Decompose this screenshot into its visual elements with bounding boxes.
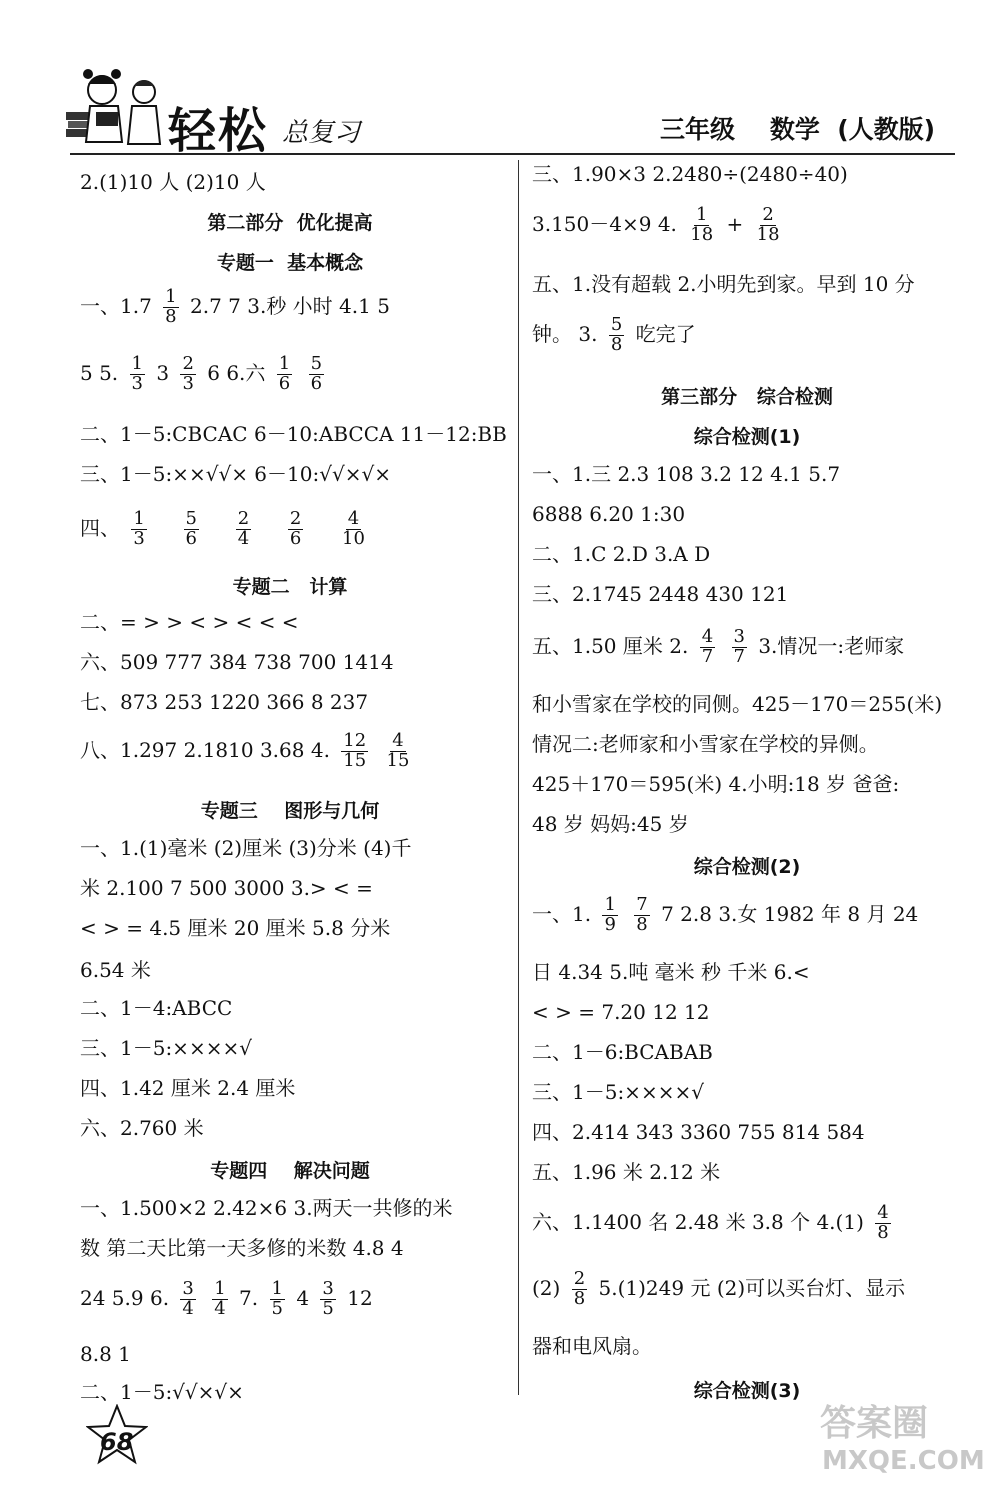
fraction: [288, 510, 303, 549]
numerator: 2: [573, 1268, 586, 1289]
answer-text: 24 5.9 6.: [80, 1285, 170, 1310]
denominator: 10: [342, 527, 365, 549]
numerator: 1: [604, 894, 616, 915]
answer-line: 四、1.42 厘米 2.4 厘米: [80, 1076, 296, 1100]
answer-line: [80, 510, 372, 549]
numerator: 2: [182, 353, 194, 374]
page-header: [0, 0, 1000, 170]
fraction: [270, 1280, 285, 1319]
column-divider: [518, 160, 519, 1395]
answer-line: < > = 7.20 12 12: [532, 1000, 710, 1024]
fraction: [131, 510, 146, 549]
denominator: 3: [133, 527, 145, 549]
watermark-url: MXQE.COM: [822, 1446, 985, 1476]
answer-text: 六、1.1400 名 2.48 米 3.8 个 4.(1): [532, 1209, 864, 1234]
answer-text: 6 6.六: [207, 360, 266, 385]
answer-line: 数 第二天比第一天多修的米数 4.8 4: [80, 1236, 404, 1260]
numerator: 1: [133, 508, 145, 529]
denominator: 18: [690, 223, 714, 245]
numerator: 7: [636, 894, 648, 915]
answer-line: 48 岁 妈妈:45 岁: [532, 812, 689, 836]
fraction: [385, 732, 412, 771]
fraction: [609, 316, 624, 355]
answer-text: 2.7 7 3.秒 小时 4.1 5: [189, 293, 390, 318]
series-brand-subtitle: 总复习: [282, 118, 361, 148]
answer-text: 4: [296, 1285, 310, 1310]
denominator: 8: [636, 913, 648, 935]
numerator: 1: [214, 1278, 226, 1299]
numerator: 5: [310, 353, 323, 374]
answer-line: 二、1.C 2.D 3.A D: [532, 542, 711, 566]
answer-line: 6.54 米: [80, 958, 151, 982]
denominator: 9: [604, 913, 616, 935]
answer-line: 和小雪家在学校的同侧。425－170＝255(米): [532, 692, 943, 716]
answer-line: 七、873 253 1220 366 8 237: [80, 690, 369, 714]
denominator: 3: [182, 372, 194, 394]
answer-line: [532, 896, 918, 935]
denominator: 7: [701, 645, 714, 667]
answer-line: [80, 732, 416, 771]
numerator: 2: [237, 508, 250, 529]
fraction: [163, 288, 178, 327]
answer-line: 2.(1)10 人 (2)10 人: [80, 170, 266, 194]
answer-line: 米 2.100 7 500 3000 3.> < =: [80, 876, 373, 900]
fraction: [212, 1280, 227, 1319]
answer-line: 三、1－5:××√√× 6－10:√√×√×: [80, 462, 391, 486]
answer-line: [80, 355, 329, 394]
answer-line: 日 4.34 5.吨 毫米 秒 千米 6.<: [532, 960, 810, 984]
fraction: [309, 355, 324, 394]
answer-line: 三、1.90×3 2.2480÷(2480÷40): [532, 162, 848, 186]
answer-text: 八、1.297 2.1810 3.68 4.: [80, 737, 330, 762]
fraction: [341, 732, 368, 771]
answer-line: [532, 206, 787, 245]
answer-line: [532, 316, 696, 355]
fraction: [180, 355, 195, 394]
answer-line: 六、2.760 米: [80, 1116, 204, 1140]
denominator: 8: [610, 333, 623, 355]
denominator: 4: [182, 1297, 194, 1319]
answer-text: 7.: [239, 1285, 259, 1310]
series-brand-title: 轻松: [168, 103, 269, 159]
answer-line: [532, 1270, 905, 1309]
answer-line: 二、= > > < > < < <: [80, 610, 299, 634]
answer-text: 7 2.8 3.女 1982 年 8 月 24: [661, 901, 919, 926]
answer-line: 425＋170＝595(米) 4.小明:18 岁 爸爸:: [532, 772, 900, 796]
fraction: [688, 206, 715, 245]
answer-line: 情况二:老师家和小雪家在学校的异侧。: [532, 732, 879, 756]
denominator: 8: [573, 1287, 586, 1309]
answer-text: 5.(1)249 元 (2)可以买台灯、显示: [598, 1275, 906, 1300]
answer-line: 8.8 1: [80, 1342, 131, 1366]
numerator: 2: [762, 204, 774, 225]
numerator: 1: [278, 353, 291, 374]
answer-line: 一、1.500×2 2.42×6 3.两天一共修的米: [80, 1196, 453, 1220]
fraction: [277, 355, 292, 394]
answer-text: 一、1.7: [80, 293, 152, 318]
numerator: 4: [701, 626, 714, 647]
denominator: 3: [131, 372, 143, 394]
topic-heading-2: 专题二 计算: [232, 576, 348, 598]
answer-line: 一、1.(1)毫米 (2)厘米 (3)分米 (4)千: [80, 836, 412, 860]
topic-heading-3: 专题三 图形与几何: [200, 800, 380, 822]
numerator: 3: [322, 1278, 334, 1299]
numerator: 1: [165, 286, 177, 307]
answer-text: 3.150－4×9 4.: [532, 211, 677, 236]
page-number: 68: [100, 1428, 134, 1456]
section-heading-part2: 第二部分 优化提高: [207, 212, 373, 234]
header-rule: [70, 153, 955, 155]
answer-text: +: [726, 211, 744, 236]
denominator: 15: [343, 749, 367, 771]
fraction: [184, 510, 199, 549]
numerator: 5: [610, 314, 623, 335]
answer-line: [532, 1204, 896, 1243]
fraction: [732, 628, 747, 667]
denominator: 15: [386, 749, 410, 771]
test-heading-1: 综合检测(1): [693, 426, 801, 448]
denominator: 6: [289, 527, 302, 549]
answer-text: 钟。 3.: [532, 321, 598, 346]
fraction: [875, 1204, 890, 1243]
fraction: [340, 510, 367, 549]
answer-text: 四、: [80, 515, 120, 540]
watermark-logo: 答案圈: [820, 1403, 929, 1444]
answer-text: (2): [532, 1275, 561, 1300]
answer-line: [532, 628, 904, 667]
numerator: 2: [289, 508, 302, 529]
answer-line: 二、1－4:ABCC: [80, 996, 233, 1020]
fraction: [320, 1280, 335, 1319]
denominator: 6: [310, 372, 323, 394]
numerator: 4: [347, 508, 360, 529]
denominator: 7: [733, 645, 745, 667]
fraction: [700, 628, 715, 667]
test-heading-2: 综合检测(2): [693, 856, 801, 878]
answer-line: 二、1－5:CBCAC 6－10:ABCCA 11－12:BB: [80, 422, 507, 446]
topic-heading-1: 专题一 基本概念: [216, 252, 364, 274]
denominator: 6: [278, 372, 291, 394]
answer-line: 6888 6.20 1:30: [532, 502, 686, 526]
numerator: 1: [695, 204, 708, 225]
answer-line: 三、1－5:××××√: [80, 1036, 252, 1060]
answer-line: [80, 1280, 373, 1319]
answer-line: 二、1－5:√√×√×: [80, 1380, 244, 1404]
answer-text: 吃完了: [635, 321, 696, 346]
numerator: 1: [271, 1278, 283, 1299]
answer-line: 一、1.三 2.3 108 3.2 12 4.1 5.7: [532, 462, 841, 486]
numerator: 3: [733, 626, 745, 647]
answer-text: 3: [156, 360, 170, 385]
numerator: 3: [182, 1278, 194, 1299]
denominator: 8: [877, 1221, 889, 1243]
numerator: 4: [392, 730, 404, 751]
fraction: [755, 206, 782, 245]
answer-line: < > = 4.5 厘米 20 厘米 5.8 分米: [80, 916, 391, 940]
numerator: 4: [877, 1202, 889, 1223]
answer-line: 器和电风扇。: [532, 1334, 652, 1358]
denominator: 4: [237, 527, 250, 549]
answer-line: 三、2.1745 2448 430 121: [532, 582, 789, 606]
answer-text: 五、1.50 厘米 2.: [532, 633, 689, 658]
answer-line: 三、1－5:××××√: [532, 1080, 704, 1104]
denominator: 4: [214, 1297, 226, 1319]
denominator: 5: [271, 1297, 283, 1319]
answer-text: 3.情况一:老师家: [758, 633, 905, 658]
answer-text: 5 5.: [80, 360, 119, 385]
answer-line: 二、1－6:BCABAB: [532, 1040, 713, 1064]
numerator: 12: [343, 730, 367, 751]
test-heading-3: 综合检测(3): [693, 1380, 801, 1402]
denominator: 8: [165, 305, 177, 327]
grade-subject-label: 三年级 数学 (人教版): [660, 115, 936, 144]
topic-heading-4: 专题四 解决问题: [210, 1160, 370, 1182]
denominator: 6: [185, 527, 197, 549]
fraction: [236, 510, 251, 549]
answer-text: 一、1.: [532, 901, 592, 926]
numerator: 1: [131, 353, 143, 374]
fraction: [602, 896, 617, 935]
answer-line: 五、1.96 米 2.12 米: [532, 1160, 721, 1184]
denominator: 5: [322, 1297, 334, 1319]
answer-line: [80, 288, 390, 327]
fraction: [572, 1270, 587, 1309]
answer-line: 六、509 777 384 738 700 1414: [80, 650, 394, 674]
kids-reading-illustration: [62, 62, 166, 154]
fraction: [634, 896, 649, 935]
answer-text: 12: [347, 1285, 373, 1310]
fraction: [180, 1280, 195, 1319]
section-heading-part3: 第三部分 综合检测: [661, 386, 833, 408]
denominator: 18: [756, 223, 780, 245]
answer-line: 四、2.414 343 3360 755 814 584: [532, 1120, 865, 1144]
fraction: [130, 355, 145, 394]
answer-line: 五、1.没有超载 2.小明先到家。早到 10 分: [532, 272, 915, 296]
numerator: 5: [185, 508, 197, 529]
